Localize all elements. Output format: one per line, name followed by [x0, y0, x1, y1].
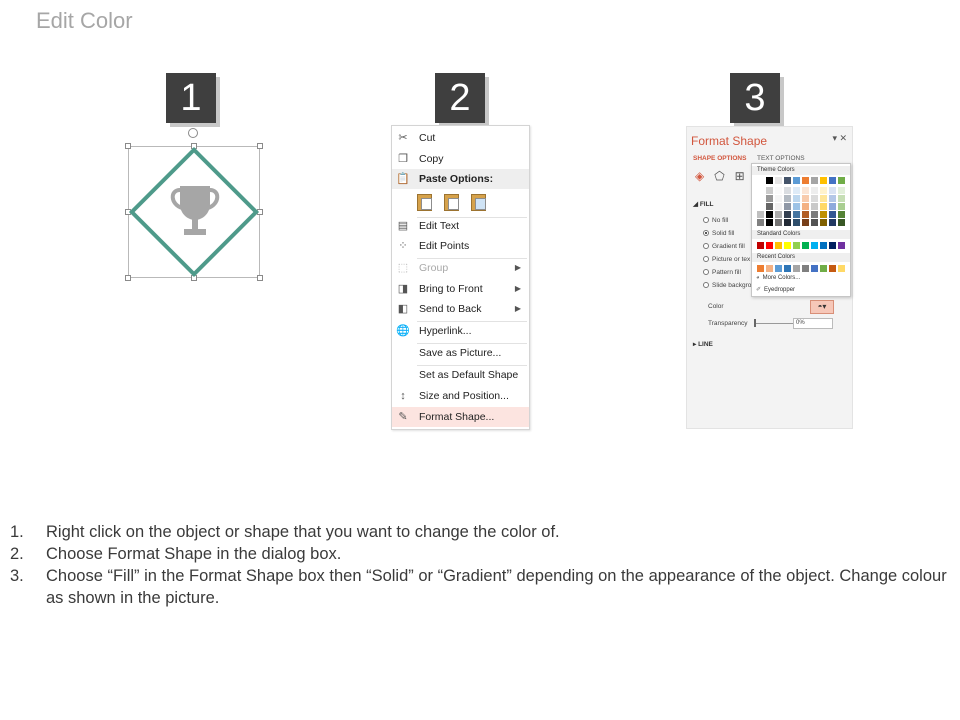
color-swatch[interactable]	[775, 177, 782, 184]
color-swatch[interactable]	[820, 177, 827, 184]
color-swatch[interactable]	[784, 242, 791, 249]
fill-section-label: FILL	[699, 201, 714, 208]
menu-item-format-shape[interactable]	[392, 407, 529, 427]
effects-icon[interactable]: ⬠	[714, 169, 725, 183]
fill-section-header[interactable]: ◢ FILL	[693, 201, 714, 208]
submenu-arrow-icon: ▶	[514, 304, 521, 313]
color-swatch[interactable]	[820, 211, 827, 218]
menu-item-label: Size and Position...	[419, 390, 509, 402]
fill-color-dropdown[interactable]	[810, 300, 834, 314]
menu-item-label: Format Shape...	[419, 411, 495, 423]
color-swatch[interactable]	[811, 242, 818, 249]
menu-item-label: Edit Text	[419, 220, 460, 232]
radio-label: Pattern fill	[712, 269, 741, 276]
color-swatch[interactable]	[829, 265, 836, 272]
color-swatch[interactable]	[784, 195, 791, 202]
radio-label: Solid fill	[712, 230, 735, 237]
menu-item-label: Group	[419, 262, 449, 274]
paste-picture-icon[interactable]	[470, 192, 488, 212]
color-swatch[interactable]	[820, 187, 827, 194]
color-swatch[interactable]	[802, 211, 809, 218]
line-section-header[interactable]: ▸ LINE	[693, 341, 713, 348]
menu-item-label: Hyperlink...	[419, 325, 472, 337]
fill-line-icon[interactable]: ◈	[695, 169, 705, 183]
instruction-number: 3.	[10, 567, 24, 585]
color-swatch[interactable]	[775, 219, 782, 226]
step-badge-2: 2	[435, 73, 485, 123]
step-badge-3: 3	[730, 73, 780, 123]
bring-front-icon: ◨	[397, 283, 409, 295]
color-palette-dropdown	[751, 163, 851, 297]
menu-item-set-default-shape[interactable]	[392, 365, 529, 385]
color-swatch[interactable]	[811, 195, 818, 202]
radio-label: Picture or tex	[712, 256, 751, 263]
color-swatch[interactable]	[793, 203, 800, 210]
size-props-icon[interactable]: ⊞	[734, 169, 745, 183]
radio-gradient-fill[interactable]	[703, 243, 745, 250]
resize-handle[interactable]	[257, 275, 263, 281]
color-swatch[interactable]	[766, 211, 773, 218]
color-swatch[interactable]	[793, 242, 800, 249]
radio-picture-fill[interactable]	[703, 256, 750, 263]
radio-label: Gradient fill	[712, 243, 745, 250]
color-swatch[interactable]	[766, 203, 773, 210]
color-swatch[interactable]	[775, 211, 782, 218]
resize-handle[interactable]	[257, 143, 263, 149]
transparency-label: Transparency	[708, 320, 748, 327]
color-swatch[interactable]	[757, 265, 764, 272]
menu-item-save-as-picture[interactable]	[392, 343, 529, 363]
color-swatch[interactable]	[793, 211, 800, 218]
close-icon[interactable]: ▾ ✕	[832, 133, 847, 143]
pane-icon-row	[695, 169, 755, 183]
color-swatch[interactable]	[775, 265, 782, 272]
menu-item-group	[392, 258, 529, 278]
radio-slide-background-fill[interactable]	[703, 282, 751, 289]
color-swatch[interactable]	[811, 187, 818, 194]
color-swatch[interactable]	[838, 265, 845, 272]
theme-color-row	[757, 211, 845, 218]
menu-item-edit-text[interactable]	[392, 216, 529, 236]
color-swatch[interactable]	[784, 265, 791, 272]
menu-item-size-position[interactable]	[392, 386, 529, 406]
color-swatch[interactable]	[793, 177, 800, 184]
menu-item-send-to-back[interactable]	[392, 299, 529, 319]
menu-item-label: Cut	[419, 132, 436, 144]
line-section-label: LINE	[698, 341, 713, 348]
edit-points-icon: ⁘	[398, 240, 408, 252]
color-swatch[interactable]	[766, 195, 773, 202]
color-swatch[interactable]	[793, 219, 800, 226]
theme-color-row	[757, 219, 845, 226]
more-colors-label: More Colors...	[762, 275, 801, 281]
color-swatch[interactable]	[838, 187, 845, 194]
menu-item-cut[interactable]	[392, 128, 529, 148]
standard-colors-header: Standard Colors	[752, 230, 850, 239]
color-swatch[interactable]	[793, 265, 800, 272]
color-swatch[interactable]	[802, 203, 809, 210]
color-swatch[interactable]	[775, 195, 782, 202]
radio-solid-fill[interactable]	[703, 230, 734, 237]
clipboard-icon: 📋	[396, 173, 410, 185]
color-swatch[interactable]	[766, 187, 773, 194]
instruction-number: 1.	[10, 523, 24, 541]
standard-color-row	[757, 242, 845, 249]
radio-no-fill[interactable]	[703, 217, 728, 224]
color-swatch[interactable]	[811, 265, 818, 272]
instruction-text: Choose “Fill” in the Format Shape box then “Solid” or “Gradient” depending on the appearance of the object. Change colour as shown in the picture.	[46, 567, 947, 607]
color-swatch[interactable]	[829, 187, 836, 194]
instructions-list	[10, 521, 950, 609]
context-menu	[391, 125, 530, 430]
color-swatch[interactable]	[838, 219, 845, 226]
color-swatch[interactable]	[838, 195, 845, 202]
color-swatch[interactable]	[802, 219, 809, 226]
color-swatch[interactable]	[793, 187, 800, 194]
trophy-icon	[168, 184, 222, 240]
rotate-handle[interactable]	[188, 128, 198, 138]
color-swatch[interactable]	[829, 219, 836, 226]
color-swatch[interactable]	[802, 177, 809, 184]
color-swatch[interactable]	[820, 219, 827, 226]
recent-colors-header: Recent Colors	[752, 253, 850, 262]
color-swatch[interactable]	[838, 177, 845, 184]
color-swatch[interactable]	[811, 211, 818, 218]
menu-item-label: Copy	[419, 153, 444, 165]
transparency-slider-knob[interactable]	[754, 319, 756, 327]
menu-item-hyperlink[interactable]	[392, 321, 529, 341]
color-swatch[interactable]	[838, 211, 845, 218]
color-swatch[interactable]	[757, 211, 764, 218]
color-swatch[interactable]	[784, 219, 791, 226]
instruction-text: Right click on the object or shape that you want to change the color of.	[46, 523, 560, 541]
color-swatch[interactable]	[784, 203, 791, 210]
radio-pattern-fill[interactable]	[703, 269, 741, 276]
resize-handle[interactable]	[125, 275, 131, 281]
group-icon: ⬚	[397, 262, 409, 274]
color-wheel-icon: ◕	[756, 275, 760, 281]
resize-handle[interactable]	[125, 143, 131, 149]
theme-color-row	[757, 177, 845, 184]
color-swatch[interactable]	[766, 219, 773, 226]
hyperlink-icon: 🌐	[396, 325, 410, 337]
paint-bucket-icon: ◓▾	[817, 302, 827, 311]
color-swatch[interactable]	[829, 177, 836, 184]
menu-header-paste-options	[392, 169, 529, 189]
paste-merge-icon[interactable]	[443, 192, 461, 212]
color-swatch[interactable]	[802, 265, 809, 272]
tab-text-options[interactable]: TEXT OPTIONS	[757, 155, 805, 162]
color-swatch[interactable]	[766, 242, 773, 249]
instruction-item	[10, 565, 950, 609]
color-swatch[interactable]	[820, 265, 827, 272]
menu-item-label: Save as Picture...	[419, 347, 502, 359]
text-box-icon: ▤	[397, 220, 409, 232]
submenu-arrow-icon: ▶	[514, 284, 521, 293]
color-swatch[interactable]	[820, 242, 827, 249]
transparency-input[interactable]: 0%	[793, 318, 833, 329]
eyedropper-link[interactable]	[756, 286, 795, 293]
color-label: Color	[708, 303, 724, 310]
recent-color-row	[757, 265, 845, 272]
theme-color-row	[757, 203, 845, 210]
paste-options-row	[416, 192, 494, 214]
instruction-item	[10, 543, 950, 565]
instruction-item	[10, 521, 950, 543]
instruction-number: 2.	[10, 545, 24, 563]
color-swatch[interactable]	[820, 203, 827, 210]
color-swatch[interactable]	[757, 219, 764, 226]
color-swatch[interactable]	[775, 242, 782, 249]
color-swatch[interactable]	[784, 211, 791, 218]
radio-label: Slide backgro	[712, 282, 752, 289]
color-swatch[interactable]	[757, 177, 764, 184]
theme-color-row	[757, 195, 845, 202]
color-swatch[interactable]	[838, 242, 845, 249]
menu-item-label: Edit Points	[419, 240, 470, 252]
color-swatch[interactable]	[811, 219, 818, 226]
color-swatch[interactable]	[838, 203, 845, 210]
menu-item-bring-to-front[interactable]	[392, 279, 529, 299]
color-swatch[interactable]	[757, 187, 764, 194]
radio-label: No fill	[712, 217, 729, 224]
color-swatch[interactable]	[829, 195, 836, 202]
theme-color-row	[757, 187, 845, 194]
menu-item-label: Paste Options:	[419, 173, 494, 185]
color-swatch[interactable]	[757, 195, 764, 202]
color-swatch[interactable]	[793, 195, 800, 202]
menu-item-label: Bring to Front	[419, 283, 483, 295]
pane-title: Format Shape	[691, 134, 768, 148]
color-swatch[interactable]	[811, 177, 818, 184]
menu-item-edit-points[interactable]	[392, 236, 529, 256]
more-colors-link[interactable]	[756, 275, 800, 281]
menu-item-copy[interactable]	[392, 149, 529, 169]
menu-item-label: Send to Back	[419, 303, 482, 315]
theme-colors-header: Theme Colors	[752, 166, 850, 175]
menu-item-label: Set as Default Shape	[419, 369, 519, 381]
color-swatch[interactable]	[757, 242, 764, 249]
eyedropper-icon: ✐	[756, 287, 762, 293]
paste-keep-source-icon[interactable]	[416, 192, 434, 212]
color-swatch[interactable]	[829, 242, 836, 249]
color-swatch[interactable]	[802, 242, 809, 249]
color-swatch[interactable]	[829, 211, 836, 218]
scissors-icon: ✂	[398, 132, 408, 144]
color-swatch[interactable]	[757, 203, 764, 210]
tab-shape-options[interactable]: SHAPE OPTIONS	[693, 155, 747, 162]
instruction-text: Choose Format Shape in the dialog box.	[46, 545, 342, 563]
color-swatch[interactable]	[766, 265, 773, 272]
color-swatch[interactable]	[784, 177, 791, 184]
size-position-icon: ↕	[400, 390, 406, 402]
color-swatch[interactable]	[811, 203, 818, 210]
transparency-slider[interactable]	[755, 323, 793, 324]
color-swatch[interactable]	[820, 195, 827, 202]
color-swatch[interactable]	[775, 187, 782, 194]
copy-icon: ❐	[398, 153, 408, 165]
color-swatch[interactable]	[802, 187, 809, 194]
selected-shape-panel	[120, 128, 270, 284]
eyedropper-label: Eyedropper	[764, 287, 796, 293]
color-swatch[interactable]	[775, 203, 782, 210]
color-swatch[interactable]	[784, 187, 791, 194]
step-badge-1: 1	[166, 73, 216, 123]
submenu-arrow-icon: ▶	[514, 263, 521, 272]
color-swatch[interactable]	[802, 195, 809, 202]
format-shape-icon: ✎	[398, 411, 408, 423]
color-swatch[interactable]	[766, 177, 773, 184]
slide-title: Edit Color	[36, 8, 133, 33]
send-back-icon: ◧	[397, 303, 409, 315]
color-swatch[interactable]	[829, 203, 836, 210]
